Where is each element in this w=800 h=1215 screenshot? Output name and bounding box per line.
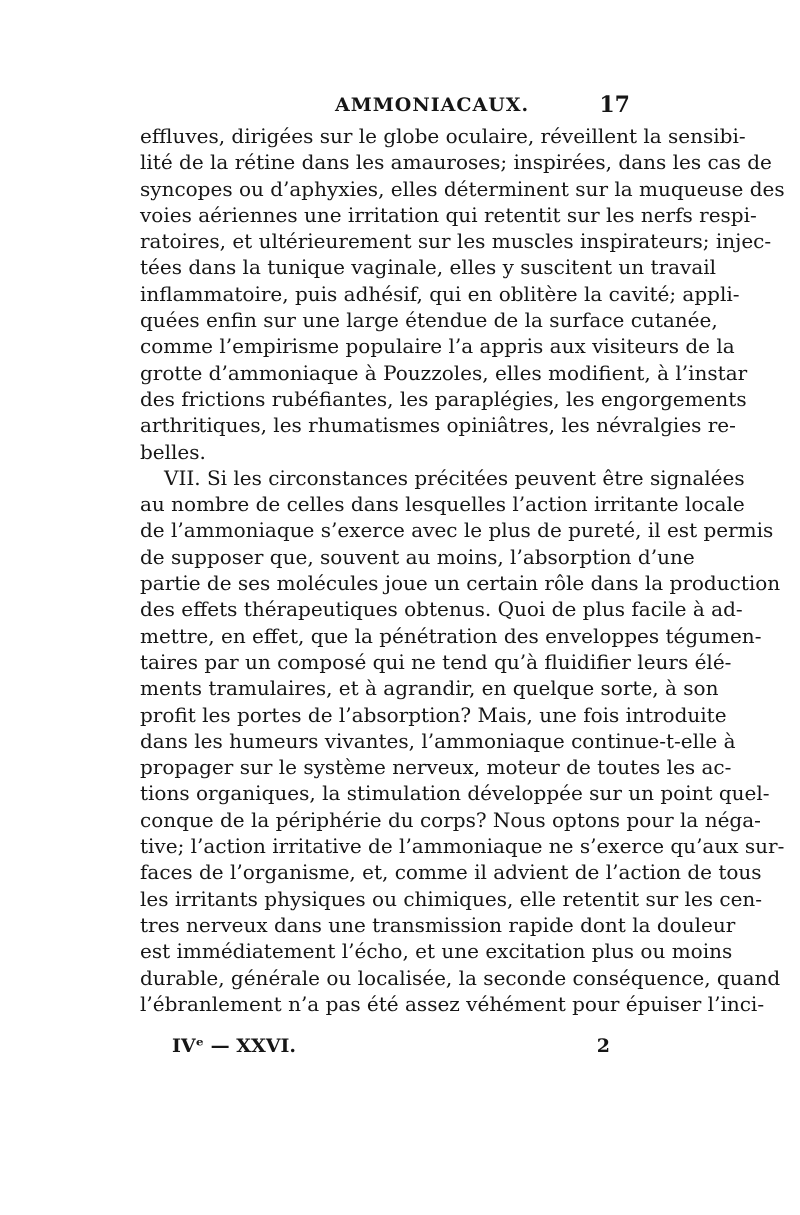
- text-line: tive; l’action irritative de l’ammoniaque ne s’exerce qu’aux sur-: [140, 834, 785, 859]
- text-line: profit les portes de l’absorption? Mais, une fois introduite: [140, 702, 727, 727]
- text-line: inflammatoire, puis adhésif, qui en oblitère la cavité; appli-: [140, 281, 740, 306]
- text-line: ratoires, et ultérieurement sur les muscles inspirateurs; injec-: [140, 229, 772, 254]
- signature-number: 2: [596, 1035, 610, 1057]
- text-line: voies aériennes une irritation qui retentit sur les nerfs respi-: [140, 202, 757, 227]
- text-line: grotte d’ammoniaque à Pouzzoles, elles modifient, à l’instar: [140, 360, 748, 385]
- text-line: l’ébranlement n’a pas été assez véhément pour épuiser l’inci-: [140, 991, 765, 1016]
- text-line: ments tramulaires, et à agrandir, en quelque sorte, à son: [140, 676, 719, 701]
- text-line: de l’ammoniaque s’exerce avec le plus de pureté, il est permis: [140, 518, 774, 543]
- text-line: effluves, dirigées sur le globe oculaire, réveillent la sensibi-: [140, 124, 746, 148]
- body-text: [140, 123, 785, 1017]
- text-line: au nombre de celles dans lesquelles l’action irritante locale: [140, 492, 745, 517]
- text-line: tées dans la tunique vaginale, elles y suscitent un travail: [140, 255, 717, 280]
- signature-mark: IVᵉ — XXVI.: [172, 1035, 297, 1057]
- text-line: tions organiques, la stimulation développée sur un point quel-: [140, 781, 770, 806]
- text-line: comme l’empirisme populaire l’a appris aux visiteurs de la: [140, 334, 735, 359]
- running-title: AMMONIACAUX.: [335, 94, 530, 116]
- paragraph-end-line: belles.: [140, 439, 206, 464]
- text-line: partie de ses molécules joue un certain rôle dans la production: [140, 571, 781, 596]
- text-line: tres nerveux dans une transmission rapide dont la douleur: [140, 912, 736, 937]
- text-line: lité de la rétine dans les amauroses; inspirées, dans les cas de: [140, 150, 772, 175]
- printer-signature: [140, 1035, 610, 1061]
- running-head: [140, 92, 630, 122]
- text-line: des effets thérapeutiques obtenus. Quoi de plus facile à ad-: [140, 597, 743, 622]
- page-number: 17: [599, 92, 630, 118]
- text-line: quées enfin sur une large étendue de la surface cutanée,: [140, 308, 718, 333]
- text-line: conque de la périphérie du corps? Nous optons pour la néga-: [140, 807, 761, 832]
- section-start-line: VII. Si les circonstances précitées peuvent être signalées: [164, 465, 745, 490]
- text-line: mettre, en effet, que la pénétration des enveloppes tégumen-: [140, 623, 762, 648]
- text-line: est immédiatement l’écho, et une excitation plus ou moins: [140, 939, 733, 964]
- text-line: dans les humeurs vivantes, l’ammoniaque continue-t-elle à: [140, 728, 736, 753]
- text-line: des frictions rubéfiantes, les paraplégies, les engorgements: [140, 386, 747, 411]
- text-line: les irritants physiques ou chimiques, elle retentit sur les cen-: [140, 886, 763, 911]
- text-line: taires par un composé qui ne tend qu’à fluidifier leurs élé-: [140, 649, 732, 674]
- text-line: durable, générale ou localisée, la seconde conséquence, quand: [140, 965, 781, 990]
- text-line: arthritiques, les rhumatismes opiniâtres, les névralgies re-: [140, 413, 736, 438]
- text-line: syncopes ou d’aphyxies, elles déterminent sur la muqueuse des: [140, 176, 785, 201]
- text-line: faces de l’organisme, et, comme il advient de l’action de tous: [140, 860, 762, 885]
- text-line: propager sur le système nerveux, moteur de toutes les ac-: [140, 755, 732, 780]
- text-line: de supposer que, souvent au moins, l’absorption d’une: [140, 544, 695, 569]
